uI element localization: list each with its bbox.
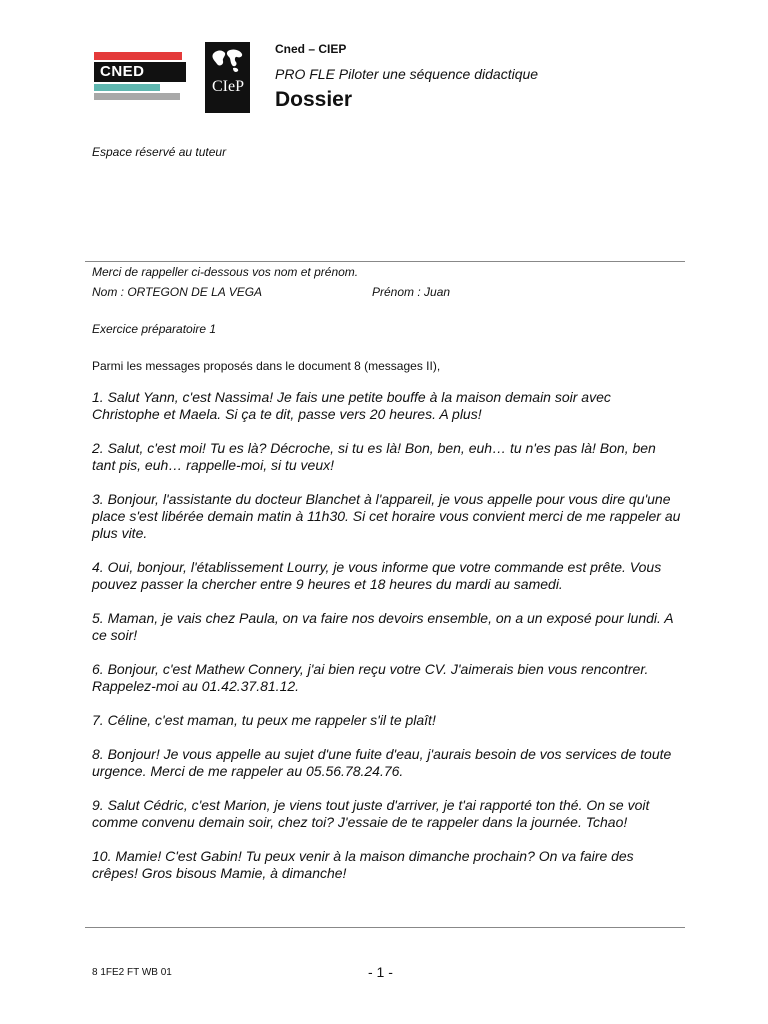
message-item: 7. Céline, c'est maman, tu peux me rappeler s'il te plaît!	[92, 712, 436, 728]
tutor-space-label: Espace réservé au tuteur	[92, 145, 227, 159]
exercise-title: Exercice préparatoire 1	[92, 322, 217, 336]
ciep-logo	[205, 42, 250, 113]
document-code: 8 1FE2 FT WB 01	[92, 967, 172, 978]
cned-logo-red-bar	[94, 52, 182, 60]
cned-logo-grey-bar	[94, 93, 180, 100]
student-first-name: Prénom : Juan	[372, 285, 451, 299]
course-title: PRO FLE Piloter une séquence didactique	[275, 66, 539, 82]
exercise-intro: Parmi les messages proposés dans le document 8 (messages II),	[92, 359, 441, 373]
message-item: 4. Oui, bonjour, l'établissement Lourry, je vous informe que votre commande est prête. Vous pouvez passer la chercher entre 9 heures et 18 heures du mardi au samedi.	[92, 559, 662, 592]
cned-logo-text: CNED	[100, 63, 145, 80]
globe-icon	[209, 46, 245, 76]
message-item: 8. Bonjour! Je vous appelle au sujet d'une fuite d'eau, j'aurais besoin de vos services de toute urgence. Merci de me rappeler au 05.56.78.24.76.	[92, 746, 672, 779]
student-last-name: Nom : ORTEGON DE LA VEGA	[92, 285, 263, 299]
message-item: 2. Salut, c'est moi! Tu es là? Décroche, si tu es là! Bon, ben, euh… tu n'es pas là! Bon, ben tant pis, euh… rappelle-moi, si tu veux!	[92, 440, 656, 473]
message-item: 5. Maman, je vais chez Paula, on va faire nos devoirs ensemble, on a un exposé pour lundi. A ce soir!	[92, 610, 674, 643]
message-item: 1. Salut Yann, c'est Nassima! Je fais une petite bouffe à la maison demain soir avec Christophe et Maela. Si ça te dit, passe vers 20 heures. A plus!	[92, 389, 611, 422]
cned-logo-teal-bar	[94, 84, 160, 91]
divider-top	[85, 261, 685, 262]
organization-name: Cned – CIEP	[275, 42, 347, 56]
message-item: 3. Bonjour, l'assistante du docteur Blanchet à l'appareil, je vous appelle pour vous dire qu'une place s'est libérée demain matin à 11h30. Si cet horaire vous convient merci de me rappeler au plus vite.	[92, 491, 681, 541]
message-item: 10. Mamie! C'est Gabin! Tu peux venir à la maison dimanche prochain? On va faire des crêpes! Gros bisous Mamie, à dimanche!	[92, 848, 634, 881]
divider-bottom	[85, 927, 685, 928]
name-recall-instruction: Merci de rappeller ci-dessous vos nom et prénom.	[92, 265, 359, 279]
page-title: Dossier	[275, 88, 353, 111]
message-item: 6. Bonjour, c'est Mathew Connery, j'ai bien reçu votre CV. J'aimerais bien vous rencontrer. Rappelez-moi au 01.42.37.81.12.	[92, 661, 649, 694]
message-list	[92, 389, 682, 899]
ciep-logo-text: CIeP	[212, 78, 244, 95]
page-number: - 1 -	[368, 964, 393, 980]
message-item: 9. Salut Cédric, c'est Marion, je viens tout juste d'arriver, je t'ai rapporté ton thé. On se voit comme convenu demain soir, chez toi? J'essaie de te rappeler dans la journée. Tchao!	[92, 797, 650, 830]
